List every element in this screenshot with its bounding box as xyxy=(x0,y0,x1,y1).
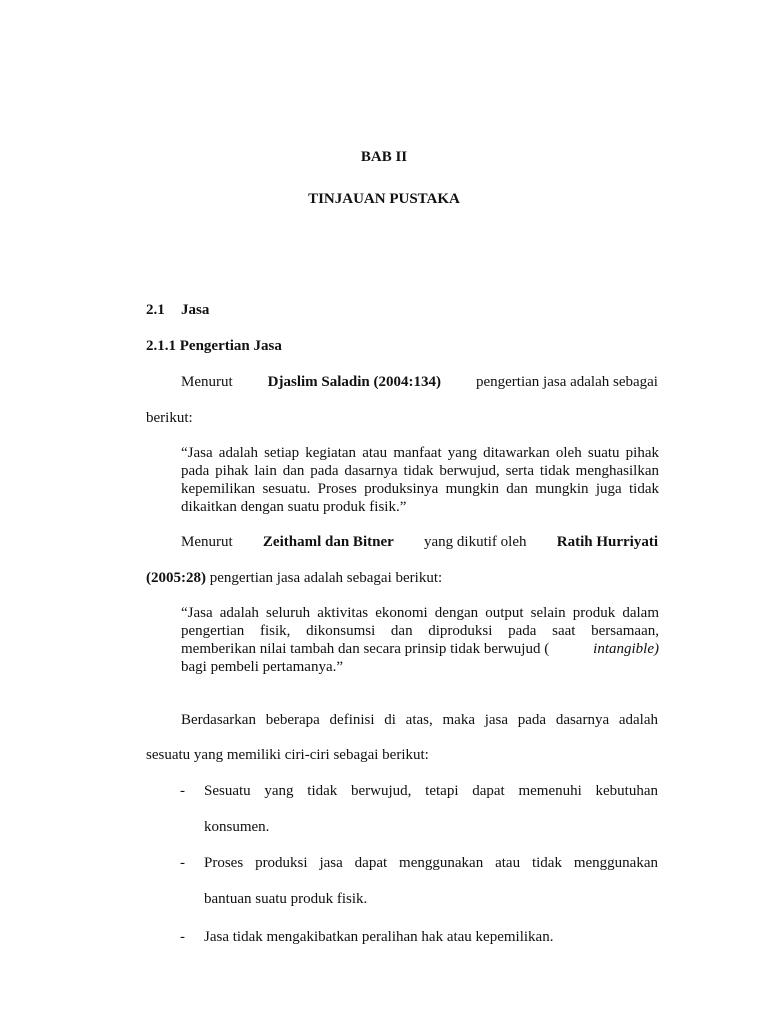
paragraph-1-author: Djaslim Saladin (2004:134) xyxy=(267,374,441,390)
bullet-1-line-1: Sesuatu yang tidak berwujud, tetapi dapat memenuhi kebutuhan xyxy=(204,783,658,799)
paragraph-2-line-2 xyxy=(146,569,442,587)
paragraph-2-line-1 xyxy=(181,533,658,551)
bullet-2-marker: - xyxy=(180,855,185,871)
section-number: 2.1 xyxy=(146,302,165,318)
quote-1-line-4: dikaitkan dengan suatu produk fisik.” xyxy=(181,499,407,515)
quote-2-line-4: bagi pembeli pertamanya.” xyxy=(181,659,344,675)
bullet-1-line-2: konsumen. xyxy=(204,819,270,835)
paragraph-2-author-2: Ratih Hurriyati xyxy=(556,534,658,550)
quote-2-line-1: “Jasa adalah seluruh aktivitas ekonomi dengan output selain produk dalam xyxy=(181,605,659,621)
paragraph-2-intro: Menurut xyxy=(181,534,233,550)
paragraph-1-line-1 xyxy=(181,373,658,391)
bullet-3-marker: - xyxy=(180,929,185,945)
quote-1-line-2: pada pihak lain dan pada dasarnya tidak berwujud, serta tidak menghasilkan xyxy=(181,463,659,479)
paragraph-2-rest: pengertian jasa adalah sebagai berikut: xyxy=(209,570,443,586)
paragraph-2-author-1: Zeithaml dan Bitner xyxy=(262,534,394,550)
paragraph-2-mid: yang dikutif oleh xyxy=(424,534,527,550)
chapter-title: TINJAUAN PUSTAKA xyxy=(308,191,460,207)
paragraph-1-intro: Menurut xyxy=(181,374,233,390)
quote-1-line-1: “Jasa adalah setiap kegiatan atau manfaat yang ditawarkan oleh suatu pihak xyxy=(181,445,659,461)
quote-1-line-3: kepemilikan sesuatu. Proses produksinya mungkin dan mungkin juga tidak xyxy=(181,481,659,497)
bullet-3-line-1: Jasa tidak mengakibatkan peralihan hak atau kepemilikan. xyxy=(204,929,554,945)
section-title: Jasa xyxy=(181,302,210,318)
paragraph-3-line-2: sesuatu yang memiliki ciri-ciri sebagai berikut: xyxy=(146,747,429,763)
bullet-2-line-2: bantuan suatu produk fisik. xyxy=(204,891,368,907)
quote-2-line-3 xyxy=(181,640,659,658)
quote-2-line-3-italic: intangible) xyxy=(593,641,659,657)
paragraph-1-rest: pengertian jasa adalah sebagai xyxy=(475,374,658,390)
bullet-1-marker: - xyxy=(180,783,185,799)
paragraph-1-line-2: berikut: xyxy=(146,410,193,426)
paragraph-3-line-1: Berdasarkan beberapa definisi di atas, maka jasa pada dasarnya adalah xyxy=(181,712,658,728)
quote-2-line-2: pengertian fisik, dikonsumsi dan diproduksi pada saat bersamaan, xyxy=(181,623,659,639)
subsection-title: 2.1.1 Pengertian Jasa xyxy=(146,338,282,354)
quote-2-line-3-main: memberikan nilai tambah dan secara prinsip tidak berwujud ( xyxy=(181,641,550,657)
bullet-2-line-1: Proses produksi jasa dapat menggunakan atau tidak menggunakan xyxy=(204,855,658,871)
paragraph-2-cite: (2005:28) xyxy=(146,570,206,586)
chapter-number: BAB II xyxy=(360,149,408,165)
